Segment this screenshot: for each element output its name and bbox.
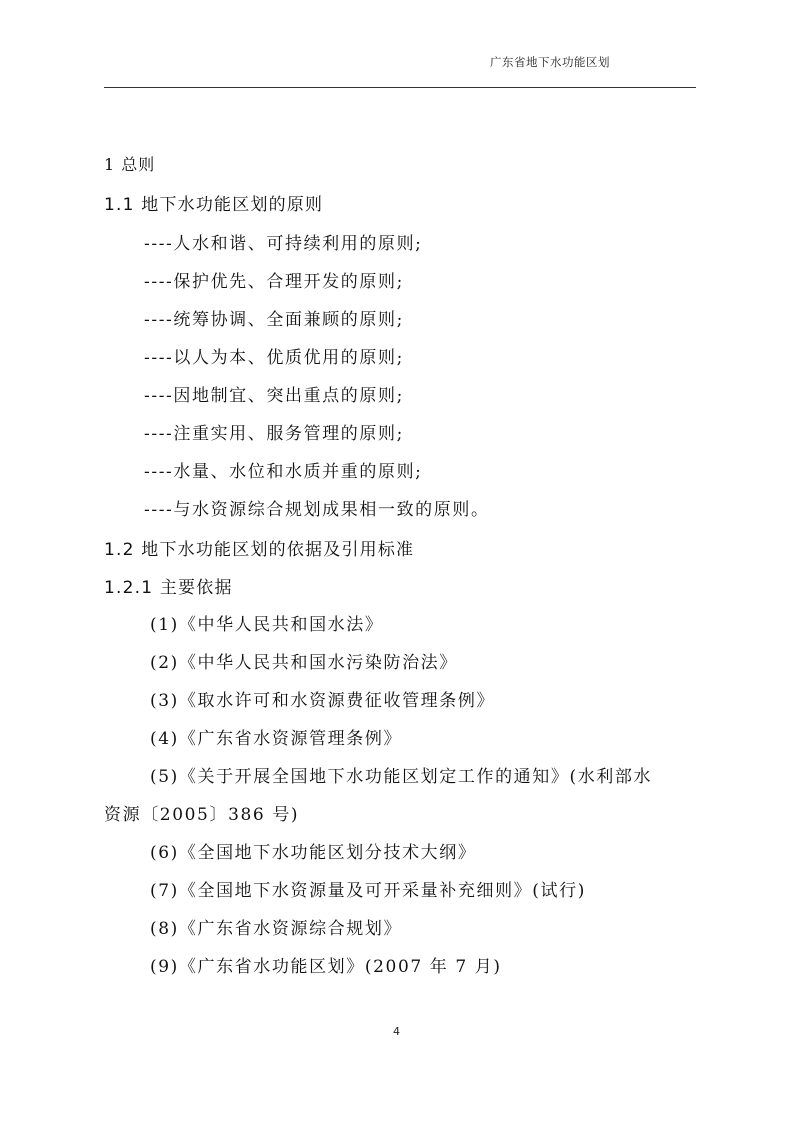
reference-item: (6)《全国地下水功能区划分技术大纲》: [150, 843, 477, 863]
running-header: 广东省地下水功能区划: [490, 55, 610, 69]
reference-item: (8)《广东省水资源综合规划》: [150, 919, 403, 939]
reference-item: (1)《中华人民共和国水法》: [150, 615, 384, 635]
principle-item: ----保护优先、合理开发的原则;: [144, 272, 404, 292]
reference-item: (3)《取水许可和水资源费征收管理条例》: [150, 691, 496, 711]
principle-item: ----注重实用、服务管理的原则;: [144, 424, 404, 444]
header-rule: [104, 87, 696, 88]
reference-item: (7)《全国地下水资源量及可开采量补充细则》(试行): [150, 881, 586, 901]
principle-item: ----人水和谐、可持续利用的原则;: [144, 234, 423, 254]
reference-item-continuation: 资源〔2005〕386 号): [104, 805, 300, 825]
reference-item: (2)《中华人民共和国水污染防治法》: [150, 653, 458, 673]
principle-item: ----水量、水位和水质并重的原则;: [144, 462, 423, 482]
reference-item: (5)《关于开展全国地下水功能区划定工作的通知》(水利部水: [150, 767, 653, 787]
chapter-heading: 1 总则: [104, 155, 156, 174]
section-heading-1-2-1: 1.2.1 主要依据: [104, 578, 233, 598]
principle-item: ----统筹协调、全面兼顾的原则;: [144, 310, 404, 330]
reference-item: (4)《广东省水资源管理条例》: [150, 729, 403, 749]
principle-item: ----与水资源综合规划成果相一致的原则。: [144, 500, 490, 520]
principle-item: ----因地制宜、突出重点的原则;: [144, 386, 404, 406]
page-number: 4: [393, 1025, 400, 1038]
section-heading-1-1: 1.1 地下水功能区划的原则: [104, 195, 324, 215]
reference-item: (9)《广东省水功能区划》(2007 年 7 月): [150, 957, 502, 977]
section-heading-1-2: 1.2 地下水功能区划的依据及引用标准: [104, 540, 415, 560]
principle-item: ----以人为本、优质优用的原则;: [144, 348, 404, 368]
